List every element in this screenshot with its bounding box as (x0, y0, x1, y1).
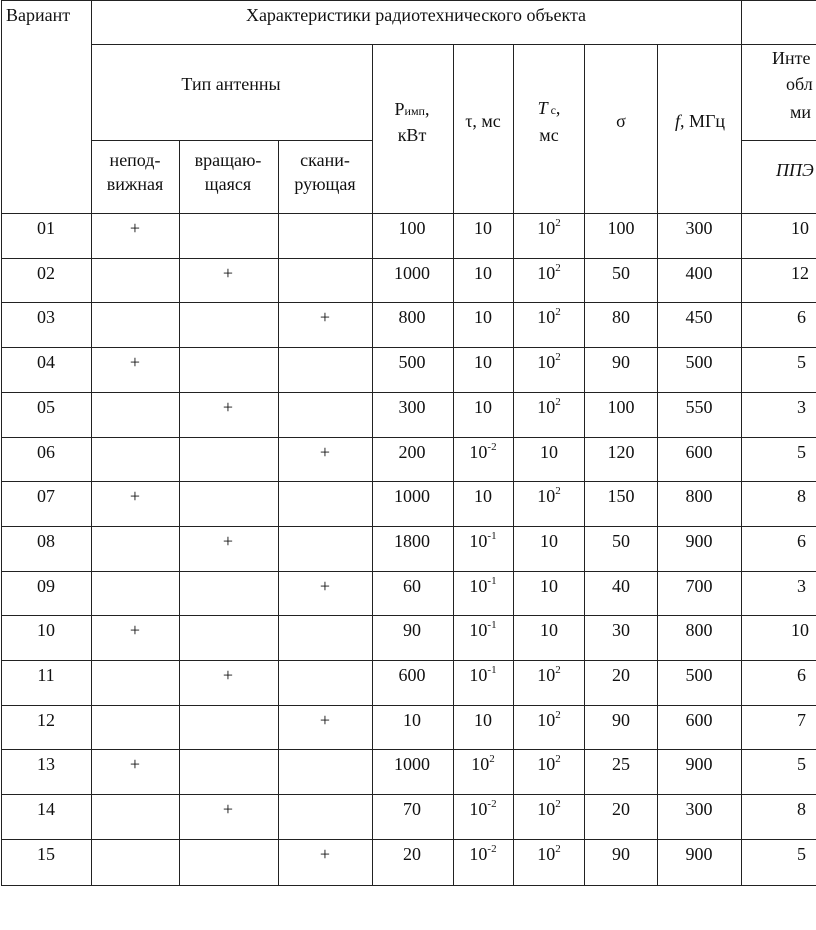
cell-p-imp: 1800 (394, 530, 430, 551)
cell-variant: 07 (37, 486, 55, 507)
cell-tc: $10^2$ (537, 664, 561, 685)
cell-p-imp: 100 (398, 218, 426, 238)
cell-sigma: 120 (607, 441, 635, 462)
header-freq: f, МГц (674, 111, 726, 131)
cell-variant: 02 (37, 262, 55, 283)
cell-sigma: 25 (612, 754, 630, 775)
cell-tc: $10^2$ (537, 753, 561, 775)
cell-tc: 10 (540, 620, 558, 641)
cell-freq: 400 (685, 262, 713, 283)
cell-antenna-plus: + (129, 754, 141, 775)
cell-tc: $10^2$ (537, 351, 561, 373)
header-p-imp-unit: кВт (397, 125, 427, 145)
header-tc: T с, (537, 98, 561, 118)
cell-interference: 12 (791, 262, 809, 283)
cell-variant: 06 (37, 441, 55, 462)
cell-interference: 7 (797, 709, 806, 730)
table-border-bottom (1, 885, 816, 886)
cell-tau: 10 (474, 396, 492, 417)
cell-antenna-plus: + (319, 575, 331, 596)
cell-variant: 13 (37, 754, 55, 775)
cell-variant: 12 (37, 709, 55, 730)
cell-freq: 300 (685, 218, 713, 238)
cell-tau: 10 (474, 709, 492, 730)
cell-sigma: 30 (612, 620, 630, 641)
cell-freq: 900 (685, 843, 713, 864)
cell-antenna-plus: + (129, 486, 141, 507)
cell-tc: $10^2$ (537, 306, 561, 328)
row-divider (1, 571, 816, 572)
cell-freq: 300 (685, 799, 713, 820)
cell-p-imp: 200 (398, 441, 426, 462)
cell-antenna-plus: + (129, 218, 141, 238)
cell-freq: 900 (685, 754, 713, 775)
col-line-sigma (584, 44, 585, 885)
cell-tc: 10 (540, 530, 558, 551)
row-divider (1, 347, 816, 348)
cell-interference: 5 (797, 441, 806, 462)
cell-interference: 6 (797, 665, 806, 685)
cell-sigma: 100 (607, 218, 635, 238)
cell-tau: $10^{-1}$ (469, 574, 497, 596)
row-divider (1, 794, 816, 795)
cell-sigma: 20 (612, 799, 630, 820)
header-interference-3: ми (790, 102, 812, 122)
cell-tau: $10^{-1}$ (469, 619, 497, 641)
cell-sigma: 90 (612, 709, 630, 730)
cell-tc: $10^2$ (537, 708, 561, 730)
cell-tau: 10 (474, 262, 492, 283)
header-antenna-scanning-1: скани- (300, 150, 350, 170)
row-divider (1, 392, 816, 393)
header-antenna-fixed-2: вижная (106, 174, 164, 194)
cell-antenna-plus: + (222, 262, 234, 283)
col-line-tau (453, 44, 454, 885)
cell-freq: 500 (685, 352, 713, 373)
row-divider (1, 660, 816, 661)
cell-sigma: 90 (612, 352, 630, 373)
header-tc-unit: мс (539, 125, 559, 145)
col-line-scan (278, 140, 279, 885)
cell-p-imp: 1000 (394, 262, 430, 283)
table-border-top (1, 0, 816, 1)
cell-variant: 09 (37, 575, 55, 596)
header-interference-1: Инте (772, 48, 811, 68)
cell-antenna-plus: + (319, 441, 331, 462)
cell-interference: 8 (797, 799, 806, 820)
cell-variant: 05 (37, 396, 55, 417)
row-divider (1, 481, 816, 482)
header-antenna-rotating-2: щаяся (204, 174, 252, 194)
cell-tau: $10^{-2}$ (469, 842, 497, 864)
cell-tc: 10 (540, 575, 558, 596)
cell-freq: 550 (685, 396, 713, 417)
row-divider (1, 258, 816, 259)
cell-sigma: 40 (612, 575, 630, 596)
cell-tc: 10 (540, 441, 558, 462)
row-divider (1, 839, 816, 840)
header-antenna-fixed-1: непод- (109, 150, 161, 170)
cell-antenna-plus: + (222, 396, 234, 417)
cell-variant: 14 (37, 799, 55, 820)
cell-freq: 700 (685, 575, 713, 596)
cell-interference: 3 (797, 396, 806, 417)
cell-interference: 5 (797, 843, 806, 864)
row-divider (1, 302, 816, 303)
cell-p-imp: 90 (403, 620, 421, 641)
cell-antenna-plus: + (129, 620, 141, 641)
cell-freq: 450 (685, 307, 713, 328)
cell-freq: 800 (685, 620, 713, 641)
cell-antenna-plus: + (129, 352, 141, 373)
cell-antenna-plus: + (222, 530, 234, 551)
cell-tau: 10 (474, 486, 492, 507)
header-divider-2 (91, 140, 372, 141)
cell-tau: 10 (474, 218, 492, 238)
cell-tc: $10^2$ (537, 217, 561, 238)
cell-interference: 6 (797, 530, 806, 551)
cell-tau: $10^{-2}$ (469, 440, 497, 462)
header-bottom (1, 213, 816, 214)
cell-p-imp: 10 (403, 709, 421, 730)
cell-antenna-plus: + (319, 307, 331, 328)
cell-sigma: 90 (612, 843, 630, 864)
header-p-imp: Римп, (394, 99, 430, 119)
header-antenna-rotating-1: вращаю- (194, 150, 262, 170)
cell-p-imp: 60 (403, 575, 421, 596)
header-variant: Вариант (6, 5, 71, 25)
cell-interference: 8 (797, 486, 806, 507)
col-line-p (372, 44, 373, 885)
cell-tau: $10^{-1}$ (469, 529, 497, 551)
col-line-variant (91, 0, 92, 885)
cell-tc: $10^2$ (537, 842, 561, 864)
header-antenna-scanning-2: рующая (294, 174, 356, 194)
cell-interference: 3 (797, 575, 806, 596)
col-line-last (741, 0, 742, 885)
cell-tau: 10 (474, 352, 492, 373)
cell-tau: $10^{-2}$ (469, 798, 497, 820)
header-sigma: σ (616, 111, 626, 131)
col-line-tc (513, 44, 514, 885)
cell-sigma: 80 (612, 307, 630, 328)
col-line-f (657, 44, 658, 885)
cell-variant: 10 (37, 620, 55, 641)
cell-tc: $10^2$ (537, 261, 561, 283)
cell-variant: 04 (37, 352, 55, 373)
cell-sigma: 50 (612, 262, 630, 283)
cell-tau: $10^{-1}$ (469, 664, 497, 685)
cell-interference: 5 (797, 754, 806, 775)
cell-interference: 5 (797, 352, 806, 373)
row-divider (1, 437, 816, 438)
cell-tau: $10^2$ (471, 753, 495, 775)
cell-interference: 10 (791, 218, 809, 238)
cell-sigma: 50 (612, 530, 630, 551)
header-interference-2: обл (786, 74, 813, 94)
cell-antenna-plus: + (319, 843, 331, 864)
cell-p-imp: 800 (398, 307, 426, 328)
row-divider (1, 705, 816, 706)
cell-sigma: 150 (607, 486, 635, 507)
row-divider (1, 749, 816, 750)
header-antenna-type: Тип антенны (181, 74, 281, 94)
header-characteristics: Характеристики радиотехнического объекта (245, 5, 587, 25)
cell-tc: $10^2$ (537, 485, 561, 507)
col-line-rot (179, 140, 180, 885)
cell-p-imp: 20 (403, 843, 421, 864)
row-divider (1, 526, 816, 527)
cell-p-imp: 300 (398, 396, 426, 417)
cell-p-imp: 500 (398, 352, 426, 373)
header-divider-3 (741, 140, 816, 141)
header-ppe: ППЭ (776, 160, 814, 180)
cell-p-imp: 1000 (394, 754, 430, 775)
cell-variant: 03 (37, 307, 55, 328)
row-divider (1, 615, 816, 616)
cell-antenna-plus: + (222, 665, 234, 685)
cell-variant: 15 (37, 843, 55, 864)
cell-tau: 10 (474, 307, 492, 328)
cell-freq: 900 (685, 530, 713, 551)
cell-freq: 800 (685, 486, 713, 507)
header-tau: τ, мс (465, 111, 501, 131)
cell-interference: 10 (791, 620, 809, 641)
cell-freq: 600 (685, 709, 713, 730)
cell-interference: 6 (797, 307, 806, 328)
cell-variant: 01 (37, 218, 55, 238)
cell-p-imp: 1000 (394, 486, 430, 507)
cell-p-imp: 70 (403, 799, 421, 820)
cell-tc: $10^2$ (537, 395, 561, 417)
cell-variant: 08 (37, 530, 55, 551)
cell-sigma: 100 (607, 396, 635, 417)
cell-sigma: 20 (612, 665, 630, 685)
cell-tc: $10^2$ (537, 798, 561, 820)
cell-p-imp: 600 (398, 665, 426, 685)
cell-antenna-plus: + (222, 799, 234, 820)
table-border-left (1, 0, 2, 885)
cell-freq: 500 (685, 665, 713, 685)
cell-freq: 600 (685, 441, 713, 462)
cell-antenna-plus: + (319, 709, 331, 730)
cell-variant: 11 (37, 665, 55, 685)
